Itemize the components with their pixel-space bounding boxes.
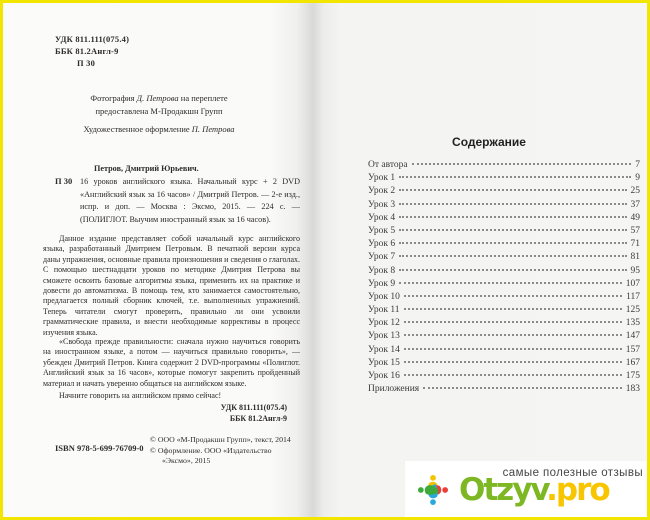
photo-credit-text: Фотография (90, 93, 137, 103)
toc-page-number: 157 (625, 344, 640, 355)
toc-page-number: 25 (630, 186, 640, 197)
toc-page-number: 125 (625, 305, 640, 316)
toc-page-number: 107 (625, 278, 640, 289)
dot-leader (399, 269, 626, 271)
watermark-banner (405, 461, 648, 518)
dot-leader (399, 203, 626, 205)
toc-row (368, 239, 640, 252)
toc-entry-label: Урок 10 (368, 291, 400, 302)
toc-entry-label: Урок 4 (368, 212, 396, 223)
bib-index: П 30 (55, 176, 73, 186)
table-of-contents (368, 160, 640, 397)
people-pinwheel-icon (415, 471, 451, 509)
toc-row (368, 318, 640, 331)
toc-row (368, 305, 640, 318)
toc-row (368, 358, 640, 371)
photo-credit-name: Д. Петрова (136, 93, 179, 103)
dot-leader (404, 374, 622, 376)
quote-paragraph: «Свобода прежде правильности: сначала нужно научиться говорить на иностранном языке, а потом — научиться правильно говорить», — убежден Дмитрий Петров. Книга содержит 2 DVD-программы «Полиглот. Английский язык за 16 часов», которые помогут закрепить пройденный материал и начать уверенно общаться на английском языке. (43, 337, 300, 388)
toc-page-number: 37 (630, 199, 640, 210)
watermark-tagline: самые полезные отзывы (502, 467, 643, 479)
copyright-line2: © Оформление. ООО «Издательство (150, 445, 272, 455)
toc-page-number: 183 (625, 384, 640, 395)
design-credit-name: П. Петрова (191, 124, 235, 134)
toc-row (368, 371, 640, 384)
copyright-line3: «Эксмо», 2015 (162, 456, 211, 465)
bbk-line: ББК 81.2Англ-9 (55, 46, 119, 56)
toc-entry-label: Урок 16 (368, 371, 400, 381)
brand-tld-yellow: .pro (546, 472, 609, 508)
dot-leader (399, 282, 622, 284)
toc-entry-label: Урок 11 (368, 305, 400, 316)
toc-page-number: 117 (626, 291, 640, 302)
toc-entry-label: Урок 3 (368, 199, 396, 210)
dot-leader (399, 216, 626, 218)
toc-title: Содержание (452, 135, 526, 149)
toc-entry-label: Урок 8 (368, 265, 396, 276)
toc-page-number: 167 (625, 357, 640, 368)
dot-leader (423, 387, 622, 389)
dot-leader (404, 295, 622, 297)
toc-row (368, 173, 640, 186)
toc-row (368, 213, 640, 226)
brand-wordmark (459, 473, 609, 507)
toc-page-number: 71 (630, 239, 640, 250)
toc-row (368, 331, 640, 344)
toc-row (368, 186, 640, 199)
toc-entry-label: Урок 13 (368, 331, 400, 342)
credits-block (43, 92, 275, 136)
design-credit-text: Художественное оформление (83, 124, 192, 134)
toc-entry-label: От автора (368, 160, 408, 170)
toc-page-number: 135 (625, 318, 640, 329)
toc-entry-label: Урок 2 (368, 186, 396, 197)
toc-entry-label: Урок 5 (368, 225, 396, 236)
toc-page-number: 7 (635, 160, 640, 170)
dot-leader (404, 361, 622, 363)
toc-row (368, 345, 640, 358)
udk-bottom-line2: ББК 81.2Англ-9 (229, 414, 287, 423)
toc-row (368, 279, 640, 292)
udk-block-bottom (221, 402, 287, 424)
udk-line: УДК 811.111(075.4) (55, 34, 130, 44)
annotation-paragraph: Данное издание представляет собой начальный курс английского языка, разработанный Дмитрием Петровым. В печатной версии курса даны упражнения, основные правила произношения и сведения о глаголах. С помощью шестнадцати уроков по методике Дмитрия Петрова вы сможете освоить базовые алгоритмы языка, применить их на практике и довести до автоматизма. В помощь тем, кто занимается самостоятельно, предлагается полный сборник ключей, т.е. выполненных упражнений. Теперь читатели смогут проверить, правильно ли они усвоили грамматические правила, и внести необходимые коррективы в процесс изучения языка. (43, 234, 300, 337)
dot-leader (399, 189, 626, 191)
toc-page-number: 57 (630, 225, 640, 236)
toc-page-number: 49 (630, 212, 640, 223)
dot-leader (404, 334, 622, 336)
toc-row (368, 266, 640, 279)
bib-entry-text: 16 уроков английского языка. Начальный курс + 2 DVD «Английский язык за 16 часов» / Дмитрий Петров. — 2-е изд., испр. и доп. — Москва : Эксмо, 2015. — 224 с. — (ПОЛИГЛОТ. Выучим иностранный язык за 16 часов). (80, 176, 300, 225)
toc-entry-label: Приложения (368, 384, 420, 395)
design-credit (43, 123, 275, 136)
dot-leader (399, 242, 626, 244)
toc-entry-label: Урок 12 (368, 318, 400, 329)
index-line: П 30 (77, 58, 96, 68)
toc-page-number: 9 (635, 173, 640, 184)
udk-block-top (55, 33, 129, 69)
udk-bottom-line1: УДК 811.111(075.4) (220, 403, 287, 412)
bibliographic-entry (80, 163, 300, 227)
dot-leader (404, 321, 622, 323)
toc-entry-label: Урок 7 (368, 252, 396, 263)
toc-entry-label: Урок 15 (368, 357, 400, 368)
dot-leader (399, 176, 631, 178)
toc-entry-label: Урок 14 (368, 344, 400, 355)
dot-leader (412, 163, 632, 165)
toc-page-number: 175 (625, 371, 640, 381)
photo-credit-line2: предоставлена М-Продакшн Групп (95, 106, 223, 116)
dot-leader (399, 229, 626, 231)
dot-leader (404, 308, 622, 310)
watermark-logo (415, 471, 609, 509)
bib-author: Петров, Дмитрий Юрьевич. (94, 164, 199, 173)
toc-row (368, 200, 640, 213)
toc-entry-label: Урок 9 (368, 278, 396, 289)
copyright-block (150, 435, 291, 467)
toc-row (368, 160, 640, 173)
toc-entry-label: Урок 1 (368, 173, 396, 184)
brand-name-green: Otzyv (459, 472, 547, 508)
toc-entry-label: Урок 6 (368, 239, 396, 250)
toc-page-number: 95 (630, 265, 640, 276)
cta-line: Начните говорить на английском прямо сейчас! (59, 391, 222, 400)
dot-leader (404, 348, 622, 350)
isbn: ISBN 978-5-699-76709-0 (55, 443, 144, 453)
toc-page-number: 81 (630, 252, 640, 263)
toc-row (368, 226, 640, 239)
photo-credit-tail: на переплете (178, 93, 228, 103)
dot-leader (399, 255, 626, 257)
copyright-line1: © ООО «М-Продакшн Групп», текст, 2014 (150, 435, 291, 444)
photo-credit (43, 92, 275, 105)
toc-row (368, 252, 640, 265)
toc-page-number: 147 (625, 331, 640, 342)
toc-row (368, 292, 640, 305)
toc-row (368, 384, 640, 397)
